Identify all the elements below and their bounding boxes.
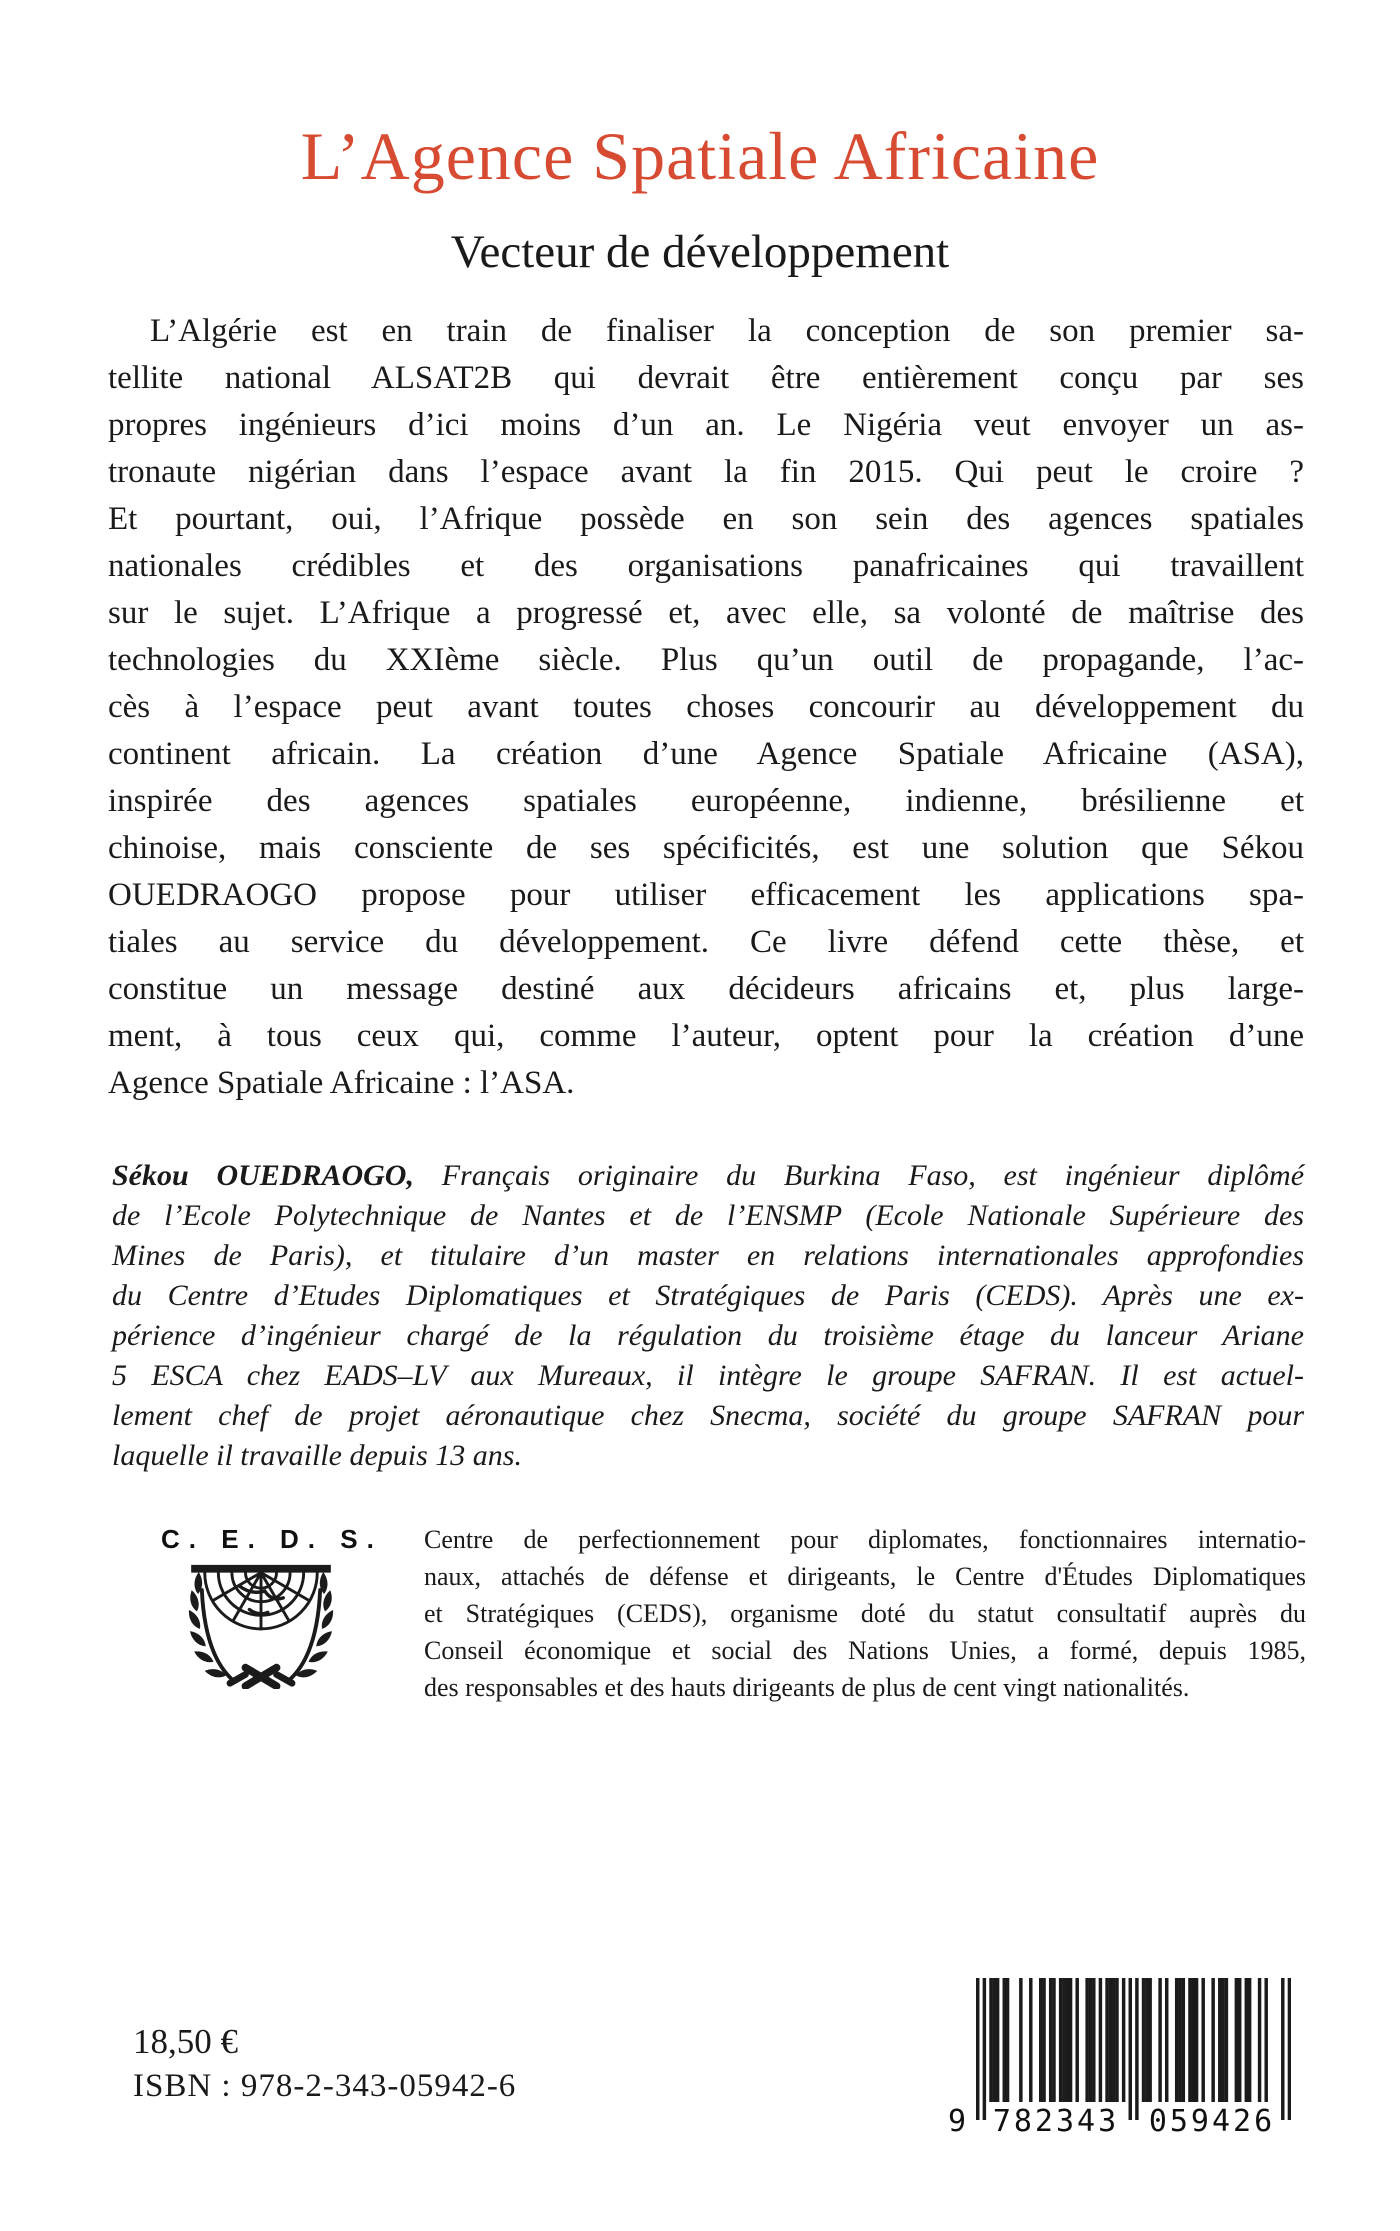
price-label: 18,50 € (133, 2022, 238, 2061)
text-line (112, 1156, 1304, 1196)
text-line: inspirée des agences spatiales européenne, indienne, brésilienne et (108, 783, 1304, 819)
ean13-barcode (948, 1978, 1294, 2144)
text-line: naux, attachés de défense et dirigeants, le Centre d'Études Diplomatiques (424, 1562, 1306, 1591)
text-line: Conseil économique et social des Nations Unies, a formé, depuis 1985, (424, 1636, 1306, 1665)
text-line: de l’Ecole Polytechnique de Nantes et de l’ENSMP (Ecole Nationale Supérieure des (112, 1199, 1304, 1232)
text-line: nationales crédibles et des organisations panafricaines qui travaillent (108, 548, 1304, 584)
isbn-label: ISBN : 978-2-343-05942-6 (133, 2068, 517, 2104)
barcode-left-digits: 782343 (992, 2104, 1120, 2139)
text-line: lement chef de projet aéronautique chez Snecma, société du groupe SAFRAN pour (112, 1399, 1304, 1432)
text-line: Mines de Paris), et titulaire d’un master en relations internationales approfondies (112, 1239, 1304, 1272)
bio-line-rest: Français originaire du Burkina Faso, est ingénieur diplômé (441, 1159, 1305, 1192)
text-line: tiales au service du développement. Ce livre défend cette thèse, et (108, 924, 1304, 960)
barcode-right-digits: 059426 (1148, 2104, 1276, 2139)
text-line: Agence Spatiale Africaine : l’ASA. (108, 1065, 575, 1101)
text-line: continent africain. La création d’une Agence Spatiale Africaine (ASA), (108, 736, 1304, 772)
text-line: tellite national ALSAT2B qui devrait être entièrement conçu par ses (108, 360, 1304, 396)
text-line: périence d’ingénieur chargé de la régulation du troisième étage du lanceur Ariane (112, 1319, 1304, 1352)
text-line: Et pourtant, oui, l’Afrique possède en son sein des agences spatiales (108, 501, 1304, 537)
ceds-logo (161, 1524, 383, 1694)
text-line: propres ingénieurs d’ici moins d’un an. Le Nigéria veut envoyer un as- (108, 407, 1304, 443)
text-line: L’Algérie est en train de finaliser la conception de son premier sa- (150, 313, 1304, 349)
author-bio (112, 1156, 1304, 1476)
text-line: sur le sujet. L’Afrique a progressé et, avec elle, sa volonté de maîtrise des (108, 595, 1304, 631)
book-subtitle: Vecteur de développement (450, 226, 950, 278)
text-line: Centre de perfectionnement pour diplomates, fonctionnaires internatio- (424, 1525, 1306, 1554)
text-line: tronaute nigérian dans l’espace avant la fin 2015. Qui peut le croire ? (108, 454, 1304, 490)
un-laurel-globe-icon (161, 1561, 361, 1689)
text-line: OUEDRAOGO propose pour utiliser efficacement les applications spa- (108, 877, 1304, 913)
text-line: 5 ESCA chez EADS–LV aux Mureaux, il intègre le groupe SAFRAN. Il est actuel- (112, 1359, 1304, 1392)
text-line: chinoise, mais consciente de ses spécificités, est une solution que Sékou (108, 830, 1304, 866)
ceds-acronym: C. E. D. S. (161, 1524, 383, 1554)
barcode-bars (976, 1978, 1291, 2122)
synopsis-paragraph (108, 308, 1304, 1107)
text-line: du Centre d’Etudes Diplomatiques et Stratégiques de Paris (CEDS). Après une ex- (112, 1279, 1304, 1312)
text-line: technologies du XXIème siècle. Plus qu’un outil de propagande, l’ac- (108, 642, 1304, 678)
text-line: constitue un message destiné aux décideurs africains et, plus large- (108, 971, 1304, 1007)
text-line: laquelle il travaille depuis 13 ans. (112, 1439, 522, 1472)
ceds-description (424, 1521, 1306, 1706)
text-line: cès à l’espace peut avant toutes choses concourir au développement du (108, 689, 1304, 725)
text-line: des responsables et des hauts dirigeants de plus de cent vingt nationalités. (424, 1673, 1190, 1702)
barcode-lead-digit: 9 (948, 2104, 970, 2139)
author-name: Sékou OUEDRAOGO, (112, 1159, 414, 1192)
book-title: L’Agence Spatiale Africaine (300, 118, 1100, 194)
text-line: ment, à tous ceux qui, comme l’auteur, optent pour la création d’une (108, 1018, 1304, 1054)
text-line: et Stratégiques (CEDS), organisme doté du statut consultatif auprès du (424, 1599, 1306, 1628)
